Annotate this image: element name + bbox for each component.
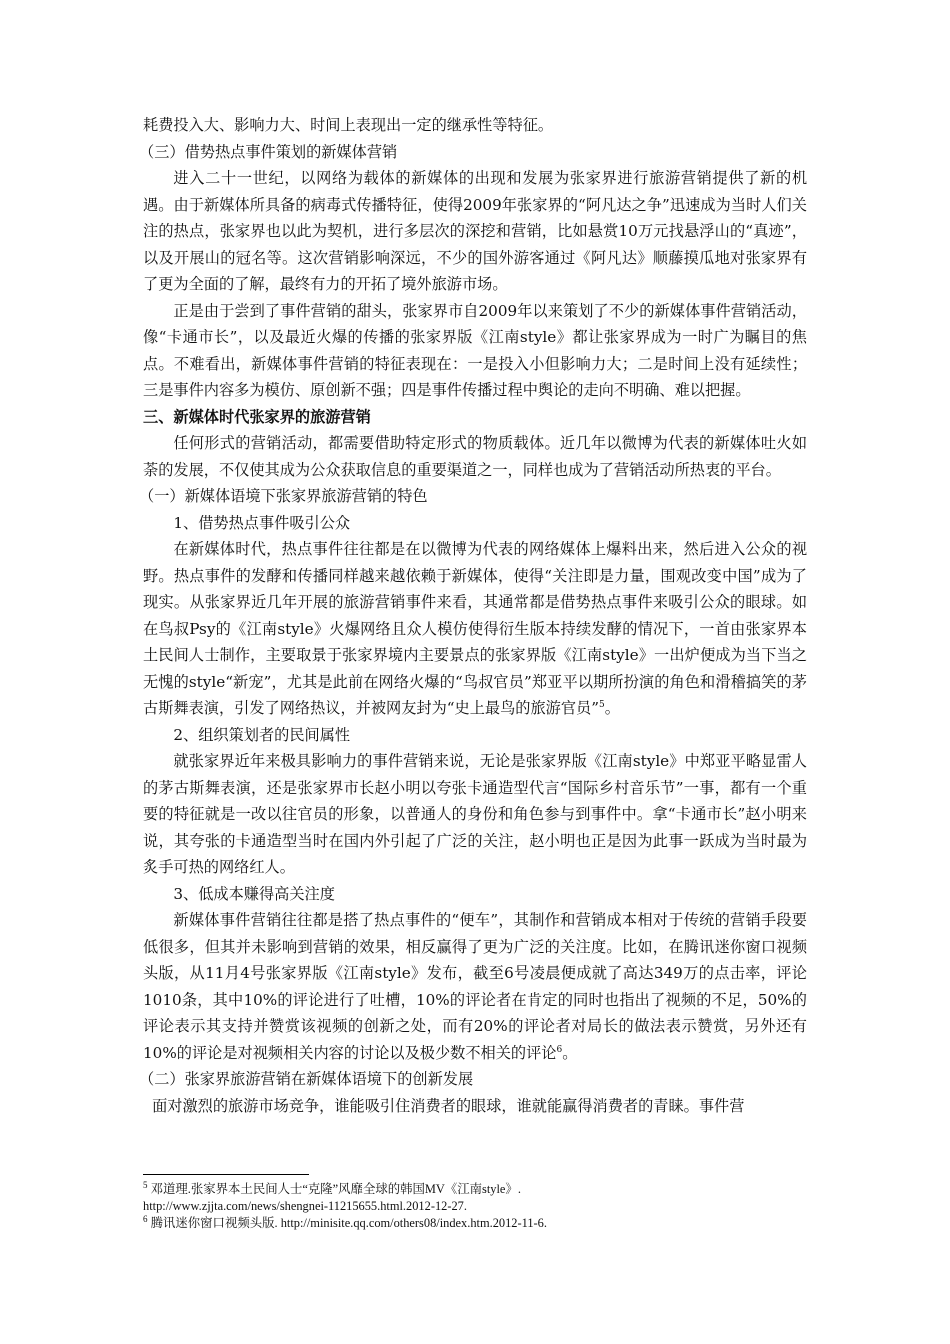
- paragraph-hot-events: [143, 536, 807, 722]
- footnote-number-6: 6: [143, 1213, 148, 1224]
- paragraph-text: 新媒体事件营销往往都是搭了热点事件的“便车”，其制作和营销成本相对于传统的营销手段要低很多，但其并未影响到营销的效果，相反赢得了更为广泛的关注度。比如，在腾讯迷你窗口视频头版，从11月4号张家界版《江南style》发布，截至6号凌晨便成就了高达349万的点击率，评论1010条，其中10%的评论进行了吐槽，10%的评论者在肯定的同时也指出了视频的不足，50%的评论表示其支持并赞赏该视频的创新之处，而有20%的评论者对局长的做法表示赞赏，另外还有10%的评论是对视频相关内容的讨论以及极少数不相关的评论: [143, 911, 807, 1062]
- footnotes: [143, 1174, 807, 1232]
- paragraph-end: 。: [604, 699, 620, 717]
- list-item-1: 1、借势热点事件吸引公众: [173, 513, 351, 532]
- paragraph-continuation: 耗费投入大、影响力大、时间上表现出一定的继承性等特征。: [143, 116, 554, 134]
- paragraph-intro: 任何形式的营销活动，都需要借助特定形式的物质载体。近几年以微博为代表的新媒体吐火如荼的发展，不仅使其成为公众获取信息的重要渠道之一，同样也成为了营销活动所热衷的平台。: [143, 434, 807, 479]
- subsection-heading-1: （一）新媒体语境下张家界旅游营销的特色: [139, 487, 428, 505]
- paragraph-avatar: 进入二十一世纪，以网络为载体的新媒体的出现和发展为张家界进行旅游营销提供了新的机遇。由于新媒体所具备的病毒式传播特征，使得2009年张家界的“阿凡达之争”迅速成为当时人们关注的热点，张家界也以此为契机，进行多层次的深挖和营销，比如悬赏10万元找悬浮山的“真迹”，以及开展山的冠名等。这次营销影响深远，不少的国外游客通过《阿凡达》顺藤摸瓜地对张家界有了更为全面的了解，最终有力的开拓了境外旅游市场。: [143, 169, 807, 293]
- list-item-3: 3、低成本赚得高关注度: [173, 884, 335, 903]
- paragraph-innovation: 面对激烈的旅游市场竞争，谁能吸引住消费者的眼球，谁就能赢得消费者的青睐。事件营: [152, 1096, 745, 1115]
- footnote-5-url: http://www.zjjta.com/news/shengnei-11215655.html.2012-12-27.: [143, 1199, 467, 1213]
- paragraph-folk-attribute: 就张家界近年来极具影响力的事件营销来说，无论是张家界版《江南style》中郑亚平略显雷人的茅古斯舞表演，还是张家界市长赵小明以夸张卡通造型代言“国际乡村音乐节”一事，都有一个重要的特征就是一改以往官员的形象，以普通人的身份和角色参与到事件中。拿“卡通市长”赵小明来说，其夸张的卡通造型当时在国内外引起了广泛的关注，赵小明也正是因为此事一跃成为当时最为炙手可热的网络红人。: [143, 752, 807, 876]
- footnote-text-5: 邓道理.张家界本土民间人士“克隆”风靡全球的韩国MV《江南style》.: [147, 1182, 521, 1196]
- paragraph-end: 。: [562, 1043, 578, 1062]
- footnote-divider: [143, 1174, 309, 1175]
- footnote-number-5: 5: [143, 1179, 148, 1190]
- footnote-ref-5: 5: [598, 699, 605, 710]
- subsection-heading-3: （三）借势热点事件策划的新媒体营销: [139, 142, 398, 161]
- subsection-heading-2: （二）张家界旅游营销在新媒体语境下的创新发展: [139, 1070, 474, 1088]
- paragraph-low-cost: [143, 907, 807, 1066]
- paragraph-text: 在新媒体时代，热点事件往往都是在以微博为代表的网络媒体上爆料出来，然后进入公众的视野。热点事件的发酵和传播同样越来越依赖于新媒体，使得“关注即是力量，围观改变中国”成为了现实。从张家界近几年开展的旅游营销事件来看，其通常都是借势热点事件来吸引公众的眼球。如在鸟叔Psy的《江南style》火爆网络且众人模仿使得衍生版本持续发酵的情况下，一首由张家界本土民间人士制作，主要取景于张家界境内主要景点的张家界版《江南style》一出炉便成为当下当之无愧的style“新宠”，尤其是此前在网络火爆的“鸟叔官员”郑亚平以期所扮演的角色和滑稽搞笑的茅古斯舞表演，引发了网络热议，并被网友封为“史上最鸟的旅游官员”: [143, 540, 807, 717]
- footnote-ref-6: 6: [556, 1044, 563, 1055]
- list-item-2: 2、组织策划者的民间属性: [173, 725, 351, 744]
- footnote-5: [143, 1181, 807, 1198]
- footnote-text-6: 腾讯迷你窗口视频头版. http://minisite.qq.com/others08/index.htm.2012-11-6.: [147, 1216, 547, 1230]
- footnote-6: [143, 1215, 807, 1232]
- section-heading-3: 三、新媒体时代张家界的旅游营销: [143, 407, 371, 426]
- document-body: [139, 112, 807, 1119]
- paragraph-event-marketing: 正是由于尝到了事件营销的甜头，张家界市自2009年以来策划了不少的新媒体事件营销活动，像“卡通市长”，以及最近火爆的传播的张家界版《江南style》都让张家界成为一时广为瞩目的焦点。不难看出，新媒体事件营销的特征表现在：一是投入小但影响力大；二是时间上没有延续性；三是事件内容多为模仿、原创新不强；四是事件传播过程中舆论的走向不明确、难以把握。: [143, 301, 807, 399]
